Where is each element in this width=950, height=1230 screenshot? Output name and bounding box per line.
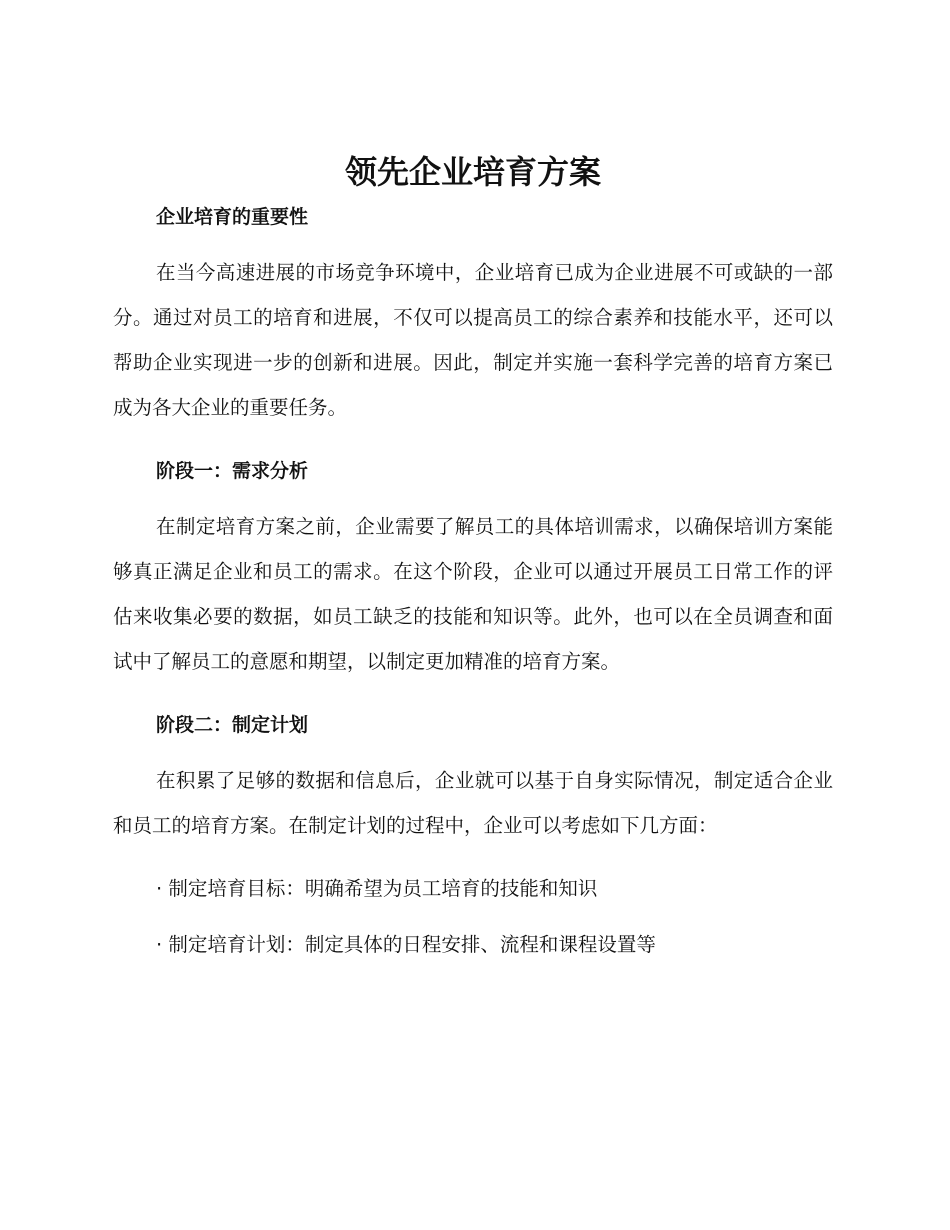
bullet-item: · 制定培育目标：明确希望为员工培育的技能和知识 <box>156 877 598 900</box>
document-content <box>113 150 833 960</box>
paragraph-stage1: 在制定培育方案之前，企业需要了解员工的具体培训需求，以确保培训方案能够真正满足企业和员工的需求。在这个阶段，企业可以通过开展员工日常工作的评估来收集必要的数据，如员工缺乏的技能和知识等。此外，也可以在全员调查和面试中了解员工的意愿和期望，以制定更加精准的培育方案。 <box>113 515 833 673</box>
spacer <box>113 486 833 504</box>
section-heading-stage1: 阶段一：需求分析 <box>156 460 309 482</box>
spacer <box>113 904 833 930</box>
bullet-item: · 制定培育计划：制定具体的日程安排、流程和课程设置等 <box>156 933 656 956</box>
spacer <box>113 740 833 758</box>
spacer <box>113 430 833 456</box>
spacer <box>113 232 833 250</box>
paragraph-stage2: 在积累了足够的数据和信息后，企业就可以基于自身实际情况，制定适合企业和员工的培育方案。在制定计划的过程中，企业可以考虑如下几方面： <box>113 769 833 837</box>
section-heading-stage2: 阶段二：制定计划 <box>156 714 309 736</box>
document-title: 领先企业培育方案 <box>344 153 601 191</box>
paragraph-importance: 在当今高速进展的市场竞争环境中，企业培育已成为企业进展不可或缺的一部分。通过对员工的培育和进展，不仅可以提高员工的综合素养和技能水平，还可以帮助企业实现进一步的创新和进展。因此，制定并实施一套科学完善的培育方案已成为各大企业的重要任务。 <box>113 261 833 419</box>
section-heading-importance: 企业培育的重要性 <box>156 206 309 228</box>
spacer <box>113 848 833 874</box>
spacer <box>113 684 833 710</box>
